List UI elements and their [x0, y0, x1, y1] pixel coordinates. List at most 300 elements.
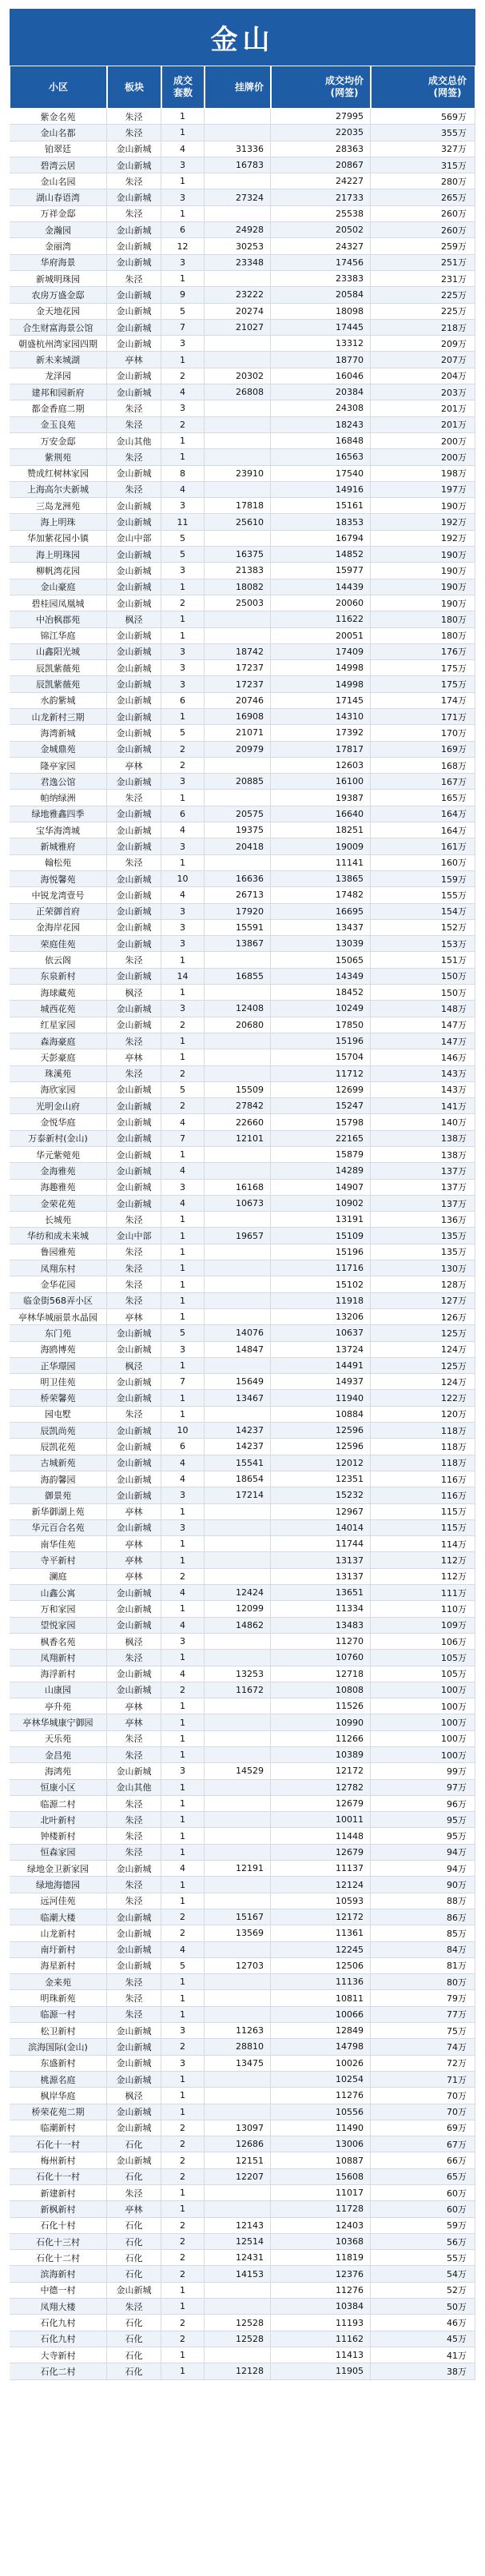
cell-deals: 3	[161, 1342, 205, 1358]
cell-listing-price: 26808	[205, 384, 271, 400]
cell-deals: 3	[161, 1763, 205, 1779]
cell-community: 新城雅府	[10, 838, 107, 854]
cell-avg-price: 15102	[271, 1276, 371, 1292]
cell-avg-price: 11448	[271, 1828, 371, 1844]
cell-deals: 3	[161, 904, 205, 920]
cell-total-price: 125万	[371, 1358, 475, 1374]
cell-deals: 2	[161, 2218, 205, 2234]
cell-block: 金山新城	[107, 1163, 161, 1179]
cell-total-price: 355万	[371, 125, 475, 141]
cell-total-price: 70万	[371, 2088, 475, 2104]
cell-deals: 1	[161, 2104, 205, 2120]
cell-listing-price: 13475	[205, 2056, 271, 2072]
cell-block: 金山新城	[107, 1455, 161, 1471]
cell-deals: 4	[161, 1196, 205, 1212]
cell-total-price: 118万	[371, 1423, 475, 1439]
cell-total-price: 175万	[371, 676, 475, 692]
cell-avg-price: 17445	[271, 320, 371, 336]
cell-total-price: 105万	[371, 1650, 475, 1666]
cell-listing-price	[205, 1634, 271, 1650]
header-listing-price: 挂牌价	[205, 66, 271, 109]
cell-total-price: 115万	[371, 1520, 475, 1536]
cell-listing-price	[205, 1407, 271, 1423]
cell-avg-price: 11526	[271, 1698, 371, 1714]
cell-listing-price: 12514	[205, 2234, 271, 2250]
cell-deals: 2	[161, 2039, 205, 2055]
cell-block: 朱泾	[107, 2299, 161, 2315]
table-row	[10, 758, 475, 774]
cell-listing-price: 20418	[205, 838, 271, 854]
cell-avg-price: 17392	[271, 725, 371, 741]
cell-listing-price: 12408	[205, 1001, 271, 1017]
cell-avg-price: 24227	[271, 173, 371, 189]
cell-deals: 3	[161, 255, 205, 271]
cell-total-price: 147万	[371, 1017, 475, 1033]
cell-listing-price	[205, 1536, 271, 1552]
cell-deals: 3	[161, 920, 205, 936]
cell-community: 园屯墅	[10, 1407, 107, 1423]
cell-community: 凤翔大楼	[10, 2299, 107, 2315]
cell-avg-price: 23383	[271, 271, 371, 287]
cell-total-price: 225万	[371, 304, 475, 320]
cell-block: 金山新城	[107, 595, 161, 611]
cell-community: 长城苑	[10, 1212, 107, 1228]
cell-avg-price: 11712	[271, 1066, 371, 1082]
table-row	[10, 628, 475, 644]
cell-listing-price: 16908	[205, 709, 271, 725]
cell-deals: 1	[161, 1552, 205, 1568]
cell-block: 金山新城	[107, 1618, 161, 1634]
cell-total-price: 143万	[371, 1082, 475, 1098]
cell-block: 朱泾	[107, 1877, 161, 1893]
cell-total-price: 99万	[371, 1763, 475, 1779]
cell-block: 金山新城	[107, 563, 161, 579]
cell-total-price: 100万	[371, 1682, 475, 1698]
cell-listing-price: 18082	[205, 579, 271, 595]
cell-total-price: 569万	[371, 109, 475, 125]
cell-deals: 2	[161, 1066, 205, 1082]
cell-total-price: 71万	[371, 2072, 475, 2088]
cell-total-price: 126万	[371, 1309, 475, 1325]
cell-block: 金山新城	[107, 1017, 161, 1033]
cell-community: 万安金邸	[10, 433, 107, 449]
cell-listing-price	[205, 1828, 271, 1844]
cell-deals: 4	[161, 1114, 205, 1130]
cell-block: 金山新城	[107, 1520, 161, 1536]
cell-total-price: 90万	[371, 1877, 475, 1893]
cell-avg-price: 14998	[271, 660, 371, 676]
cell-listing-price	[205, 1845, 271, 1861]
cell-listing-price: 12191	[205, 1861, 271, 1877]
cell-community: 正华璟园	[10, 1358, 107, 1374]
cell-avg-price: 10556	[271, 2104, 371, 2120]
cell-avg-price: 18098	[271, 304, 371, 320]
cell-avg-price: 16563	[271, 449, 371, 465]
cell-deals: 1	[161, 1812, 205, 1828]
cell-listing-price: 12101	[205, 1131, 271, 1147]
cell-total-price: 125万	[371, 1325, 475, 1341]
cell-listing-price	[205, 336, 271, 352]
table-row	[10, 1909, 475, 1925]
cell-block: 亭林	[107, 1504, 161, 1520]
table-row	[10, 742, 475, 758]
cell-avg-price: 19009	[271, 838, 371, 854]
table-row	[10, 2363, 475, 2379]
table-row	[10, 206, 475, 222]
cell-community: 枫香名苑	[10, 1634, 107, 1650]
cell-listing-price	[205, 1942, 271, 1958]
cell-block: 朱泾	[107, 1033, 161, 1049]
cell-block: 金山新城	[107, 1666, 161, 1682]
cell-deals: 2	[161, 2169, 205, 2185]
cell-block: 金山新城	[107, 1487, 161, 1503]
table-row	[10, 1390, 475, 1406]
cell-total-price: 56万	[371, 2234, 475, 2250]
cell-listing-price: 20885	[205, 774, 271, 790]
cell-avg-price: 11728	[271, 2201, 371, 2217]
cell-listing-price: 11263	[205, 2023, 271, 2039]
cell-listing-price: 11672	[205, 1682, 271, 1698]
cell-avg-price: 19387	[271, 790, 371, 806]
cell-deals: 3	[161, 1180, 205, 1196]
cell-block: 金山新城	[107, 920, 161, 936]
cell-total-price: 94万	[371, 1845, 475, 1861]
cell-community: 辰凯花苑	[10, 1439, 107, 1455]
cell-block: 金山新城	[107, 676, 161, 692]
cell-avg-price: 10249	[271, 1001, 371, 1017]
table-row	[10, 1536, 475, 1552]
cell-block: 金山新城	[107, 725, 161, 741]
cell-deals: 5	[161, 1082, 205, 1098]
cell-deals: 1	[161, 628, 205, 644]
table-row	[10, 2234, 475, 2250]
cell-community: 亭林华城康宁御园	[10, 1714, 107, 1730]
cell-community: 石化十一村	[10, 2169, 107, 2185]
cell-community: 天彭豪庭	[10, 1049, 107, 1065]
cell-listing-price	[205, 855, 271, 871]
table-row	[10, 1877, 475, 1893]
cell-avg-price: 12403	[271, 2218, 371, 2234]
cell-community: 水韵紫城	[10, 693, 107, 709]
cell-block: 金山其他	[107, 433, 161, 449]
cell-listing-price	[205, 2185, 271, 2201]
cell-total-price: 124万	[371, 1342, 475, 1358]
cell-deals: 1	[161, 1293, 205, 1309]
cell-total-price: 152万	[371, 920, 475, 936]
cell-listing-price: 14862	[205, 1618, 271, 1634]
cell-deals: 1	[161, 1650, 205, 1666]
cell-total-price: 150万	[371, 985, 475, 1001]
table-row	[10, 1520, 475, 1536]
cell-community: 鲁园雅苑	[10, 1244, 107, 1260]
cell-listing-price: 16375	[205, 547, 271, 563]
cell-listing-price: 20979	[205, 742, 271, 758]
cell-listing-price: 12151	[205, 2152, 271, 2168]
cell-block: 金山新城	[107, 1601, 161, 1617]
cell-total-price: 124万	[371, 1374, 475, 1390]
cell-community: 凤翔新村	[10, 1650, 107, 1666]
cell-deals: 3	[161, 189, 205, 205]
header-community: 小区	[10, 66, 107, 109]
cell-avg-price: 10066	[271, 2007, 371, 2023]
table-row	[10, 693, 475, 709]
cell-block: 金山新城	[107, 498, 161, 514]
cell-block: 亭林	[107, 1049, 161, 1065]
cell-community: 南华佳苑	[10, 1536, 107, 1552]
cell-total-price: 105万	[371, 1666, 475, 1682]
cell-deals: 1	[161, 1780, 205, 1796]
cell-community: 澜庭	[10, 1569, 107, 1585]
cell-avg-price: 14349	[271, 969, 371, 985]
cell-listing-price: 12128	[205, 2363, 271, 2379]
cell-total-price: 260万	[371, 206, 475, 222]
cell-community: 天乐苑	[10, 1731, 107, 1747]
cell-community: 东盛新村	[10, 2056, 107, 2072]
cell-listing-price	[205, 1293, 271, 1309]
cell-listing-price: 12528	[205, 2331, 271, 2347]
cell-block: 金山新城	[107, 904, 161, 920]
cell-avg-price: 10254	[271, 2072, 371, 2088]
cell-listing-price	[205, 531, 271, 547]
cell-listing-price: 17237	[205, 660, 271, 676]
cell-community: 锦江华庭	[10, 628, 107, 644]
cell-avg-price: 12679	[271, 1796, 371, 1812]
cell-avg-price: 13206	[271, 1309, 371, 1325]
cell-community: 绿地金卫新家园	[10, 1861, 107, 1877]
table-row	[10, 2120, 475, 2136]
cell-block: 金山中部	[107, 1228, 161, 1244]
table-row	[10, 514, 475, 530]
table-row	[10, 449, 475, 465]
cell-community: 华元百合名苑	[10, 1520, 107, 1536]
cell-block: 金山新城	[107, 1374, 161, 1390]
cell-avg-price: 18770	[271, 352, 371, 368]
cell-block: 朱泾	[107, 1407, 161, 1423]
cell-deals: 7	[161, 1131, 205, 1147]
cell-total-price: 165万	[371, 790, 475, 806]
cell-listing-price: 14237	[205, 1423, 271, 1439]
cell-total-price: 180万	[371, 611, 475, 627]
table-row	[10, 1585, 475, 1601]
cell-community: 金天地花园	[10, 304, 107, 320]
cell-avg-price: 11017	[271, 2185, 371, 2201]
cell-block: 朱泾	[107, 952, 161, 968]
cell-deals: 1	[161, 2185, 205, 2201]
cell-avg-price: 16695	[271, 904, 371, 920]
cell-total-price: 164万	[371, 822, 475, 838]
cell-avg-price: 12782	[271, 1780, 371, 1796]
cell-listing-price: 21027	[205, 320, 271, 336]
cell-block: 亭林	[107, 1698, 161, 1714]
cell-deals: 1	[161, 2347, 205, 2363]
cell-listing-price	[205, 1504, 271, 1520]
cell-community: 龙泽园	[10, 368, 107, 384]
cell-community: 石化九村	[10, 2331, 107, 2347]
table-row	[10, 887, 475, 903]
cell-avg-price: 12596	[271, 1439, 371, 1455]
cell-community: 紫荆苑	[10, 449, 107, 465]
cell-avg-price: 12172	[271, 1909, 371, 1925]
cell-community: 金瀚园	[10, 222, 107, 238]
table-row	[10, 1812, 475, 1828]
cell-avg-price: 15196	[271, 1033, 371, 1049]
cell-listing-price: 13467	[205, 1390, 271, 1406]
cell-community: 华加紫花园小镇	[10, 531, 107, 547]
cell-total-price: 200万	[371, 449, 475, 465]
cell-deals: 2	[161, 1925, 205, 1941]
cell-avg-price: 12603	[271, 758, 371, 774]
cell-total-price: 251万	[371, 255, 475, 271]
cell-avg-price: 15065	[271, 952, 371, 968]
cell-block: 朱泾	[107, 173, 161, 189]
cell-total-price: 167万	[371, 774, 475, 790]
cell-community: 海星新村	[10, 1958, 107, 1974]
cell-block: 金山新城	[107, 871, 161, 887]
cell-deals: 2	[161, 1909, 205, 1925]
cell-community: 隆亭家园	[10, 758, 107, 774]
cell-avg-price: 16640	[271, 806, 371, 822]
cell-total-price: 116万	[371, 1487, 475, 1503]
table-row	[10, 2347, 475, 2363]
cell-block: 金山新城	[107, 1585, 161, 1601]
cell-deals: 14	[161, 969, 205, 985]
table-row	[10, 125, 475, 141]
table-row	[10, 1861, 475, 1877]
cell-deals: 10	[161, 1423, 205, 1439]
cell-community: 临潮新村	[10, 2120, 107, 2136]
cell-listing-price	[205, 1309, 271, 1325]
cell-community: 远河佳苑	[10, 1893, 107, 1909]
cell-listing-price: 15649	[205, 1374, 271, 1390]
cell-total-price: 54万	[371, 2266, 475, 2282]
cell-block: 金山新城	[107, 579, 161, 595]
cell-deals: 5	[161, 304, 205, 320]
table-row	[10, 255, 475, 271]
cell-community: 金山名园	[10, 173, 107, 189]
cell-community: 望悦家园	[10, 1618, 107, 1634]
cell-community: 石化十三村	[10, 2234, 107, 2250]
table-row	[10, 1001, 475, 1017]
cell-avg-price: 12718	[271, 1666, 371, 1682]
cell-listing-price	[205, 1731, 271, 1747]
cell-avg-price: 22035	[271, 125, 371, 141]
table-row	[10, 498, 475, 514]
cell-community: 赞成红树林家园	[10, 466, 107, 482]
table-row	[10, 384, 475, 400]
cell-listing-price: 18654	[205, 1471, 271, 1487]
cell-block: 金山新城	[107, 1942, 161, 1958]
cell-listing-price: 19375	[205, 822, 271, 838]
cell-block: 亭林	[107, 1569, 161, 1585]
cell-deals: 5	[161, 1958, 205, 1974]
cell-community: 金山豪庭	[10, 579, 107, 595]
cell-total-price: 198万	[371, 466, 475, 482]
cell-total-price: 151万	[371, 952, 475, 968]
table-row	[10, 336, 475, 352]
cell-community: 万和家园	[10, 1601, 107, 1617]
cell-deals: 1	[161, 1845, 205, 1861]
cell-deals: 3	[161, 563, 205, 579]
cell-deals: 1	[161, 1974, 205, 1990]
table-row	[10, 141, 475, 157]
cell-deals: 4	[161, 1666, 205, 1682]
cell-total-price: 38万	[371, 2363, 475, 2379]
cell-community: 金来苑	[10, 1974, 107, 1990]
cell-block: 金山新城	[107, 1471, 161, 1487]
cell-total-price: 72万	[371, 2056, 475, 2072]
cell-listing-price	[205, 1276, 271, 1292]
cell-listing-price: 13569	[205, 1925, 271, 1941]
cell-deals: 4	[161, 1471, 205, 1487]
cell-listing-price: 20746	[205, 693, 271, 709]
cell-deals: 4	[161, 141, 205, 157]
cell-deals: 1	[161, 855, 205, 871]
cell-community: 君逸公馆	[10, 774, 107, 790]
cell-avg-price: 10760	[271, 1650, 371, 1666]
cell-community: 临金街568弄小区	[10, 1293, 107, 1309]
table-row	[10, 1228, 475, 1244]
cell-community: 辰凯紫薇苑	[10, 660, 107, 676]
table-row	[10, 2299, 475, 2315]
cell-community: 华纺和成未来城	[10, 1228, 107, 1244]
cell-total-price: 200万	[371, 433, 475, 449]
cell-total-price: 67万	[371, 2136, 475, 2152]
cell-community: 铂翠廷	[10, 141, 107, 157]
cell-total-price: 190万	[371, 547, 475, 563]
cell-total-price: 41万	[371, 2347, 475, 2363]
cell-avg-price: 11266	[271, 1731, 371, 1747]
cell-listing-price: 15541	[205, 1455, 271, 1471]
cell-total-price: 265万	[371, 189, 475, 205]
cell-block: 朱泾	[107, 1990, 161, 2006]
cell-avg-price: 11270	[271, 1634, 371, 1650]
cell-community: 金悦华庭	[10, 1114, 107, 1130]
cell-avg-price: 18353	[271, 514, 371, 530]
cell-deals: 1	[161, 1358, 205, 1374]
table-row	[10, 1504, 475, 1520]
cell-listing-price	[205, 173, 271, 189]
cell-listing-price: 13867	[205, 936, 271, 952]
cell-listing-price: 16783	[205, 157, 271, 173]
header-deals: 成交 套数	[161, 66, 205, 109]
cell-block: 金山新城	[107, 141, 161, 157]
cell-block: 金山新城	[107, 628, 161, 644]
cell-community: 临源一村	[10, 2007, 107, 2023]
cell-block: 金山新城	[107, 287, 161, 303]
table-row	[10, 466, 475, 482]
cell-avg-price: 21733	[271, 189, 371, 205]
cell-block: 金山新城	[107, 255, 161, 271]
cell-total-price: 110万	[371, 1601, 475, 1617]
table-row	[10, 1180, 475, 1196]
cell-listing-price: 21071	[205, 725, 271, 741]
cell-deals: 2	[161, 1682, 205, 1698]
cell-total-price: 80万	[371, 1974, 475, 1990]
cell-block: 金山新城	[107, 1098, 161, 1114]
cell-total-price: 75万	[371, 2023, 475, 2039]
cell-deals: 1	[161, 1747, 205, 1763]
cell-total-price: 100万	[371, 1714, 475, 1730]
cell-total-price: 77万	[371, 2007, 475, 2023]
cell-community: 梅州新村	[10, 2152, 107, 2168]
table-row	[10, 287, 475, 303]
cell-listing-price: 12143	[205, 2218, 271, 2234]
cell-avg-price: 16100	[271, 774, 371, 790]
cell-deals: 1	[161, 173, 205, 189]
cell-listing-price	[205, 400, 271, 416]
cell-block: 石化	[107, 2363, 161, 2379]
cell-total-price: 120万	[371, 1407, 475, 1423]
